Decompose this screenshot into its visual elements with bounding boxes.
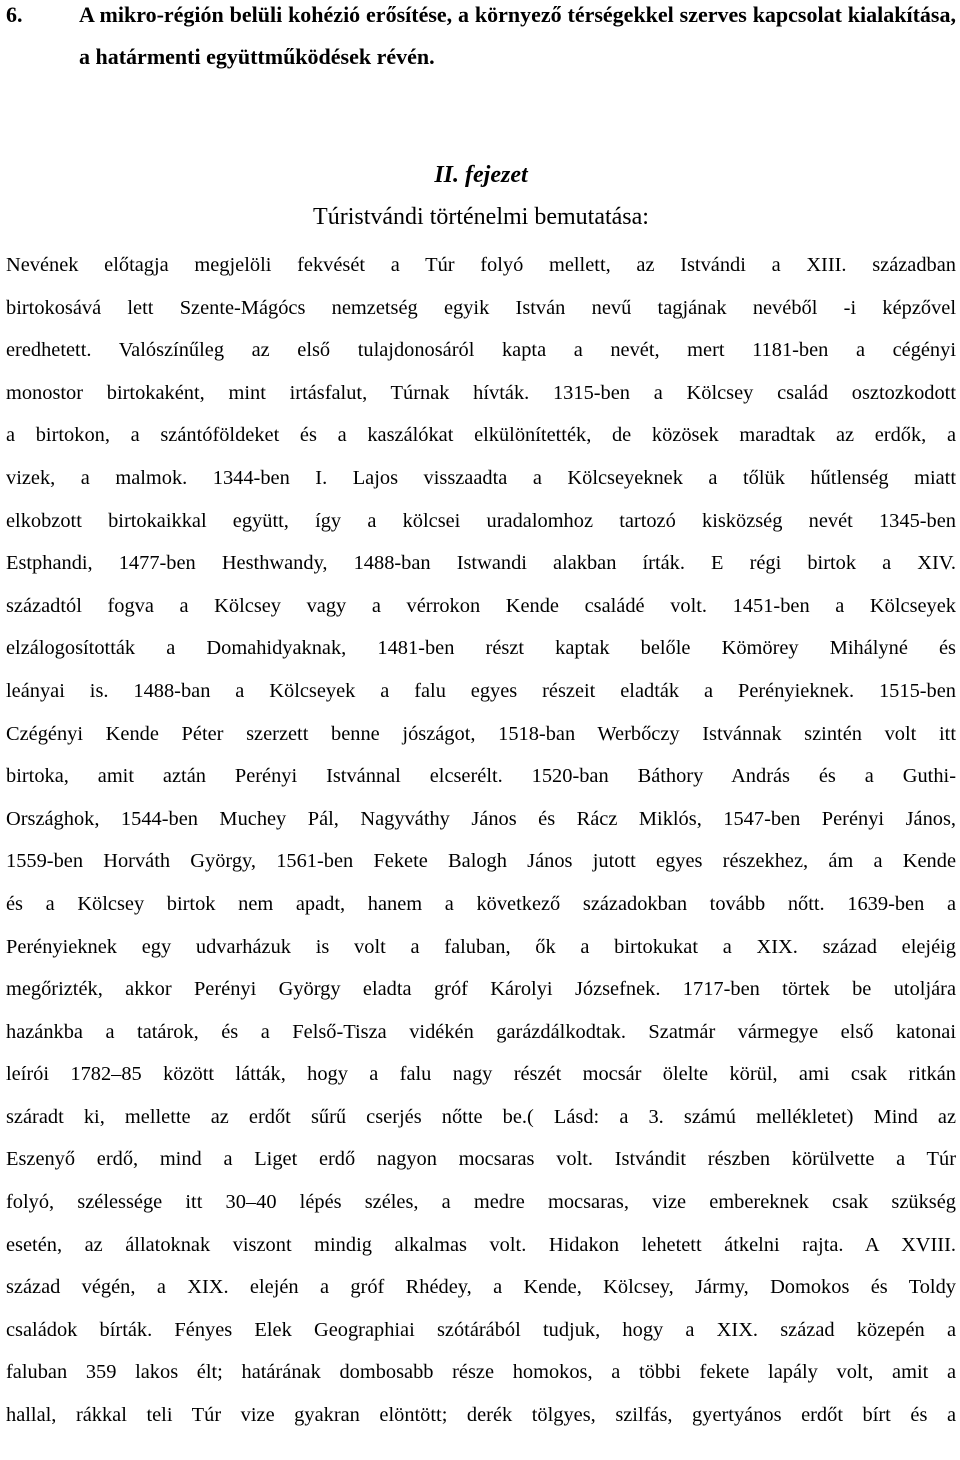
paragraph-line: század végén, a XIX. elején a gróf Rhédey, a Kende, Kölcsey, Jármy, Domokos és Toldy	[6, 1276, 956, 1299]
paragraph-line: megőrizték, akkor Perényi György eladta gróf Károlyi Józsefnek. 1717-ben törtek be utoljára	[6, 978, 956, 1001]
paragraph-line: esetén, az állatoknak viszont mindig alkalmas volt. Hidakon lehetett átkelni rajta. A XVIII.	[6, 1233, 956, 1256]
paragraph-line: 1559-ben Horváth György, 1561-ben Fekete Balogh János jutott egyes részekhez, ám a Kende	[6, 850, 956, 873]
section-number: 6.	[6, 2, 23, 27]
paragraph-line: elkobzott birtokaikkal együtt, így a kölcsei uradalomhoz tartozó kisközség nevét 1345-ben	[6, 509, 956, 532]
paragraph-line: leányai is. 1488-ban a Kölcseyek a falu egyes részeit eladták a Perényieknek. 1515-ben	[6, 679, 956, 702]
paragraph-line: száradt ki, mellette az erdőt sűrű cserjés nőtte be.( Lásd: a 3. számú mellékletet) Mind az	[6, 1105, 956, 1128]
section-heading-text: A mikro-régión belüli kohézió erősítése, a környező térségekkel szerves kapcsolat kialakítása, a határmenti együttműködések révén.	[79, 2, 956, 69]
paragraph-line: családok bírták. Fényes Elek Geographiai szótárából tudjuk, hogy a XIX. század közepén a	[6, 1318, 956, 1341]
paragraph-line: eredhetett. Valószínűleg az első tulajdonosáról kapta a nevét, mert 1181-ben a cégényi	[6, 339, 956, 362]
paragraph-line: hallal, rákkal teli Túr vize gyakran elöntött; derék tölgyes, szilfás, gyertyános erdőt bírt és a	[6, 1404, 956, 1427]
paragraph-line: monostor birtokaként, mint irtásfalut, Túrnak hívták. 1315-ben a Kölcsey család osztozkodott	[6, 381, 956, 404]
document-page	[6, 0, 956, 1437]
paragraph-line: Eszenyő erdő, mind a Liget erdő nagyon mocsaras volt. Istvándit részben körülvette a Túr	[6, 1148, 956, 1171]
paragraph-line: Nevének előtagja megjelöli fekvését a Túr folyó mellett, az Istvándi a XIII. században	[6, 254, 956, 276]
section-heading	[6, 0, 956, 78]
paragraph-line: Országhok, 1544-ben Muchey Pál, Nagyváthy János és Rácz Miklós, 1547-ben Perényi János,	[6, 807, 956, 830]
paragraph-line: birtokosává lett Szente-Mágócs nemzetség egyik István nevű tagjának nevéből -i képzővel	[6, 296, 956, 319]
paragraph-line: faluban 359 lakos élt; határának dombosabb része homokos, a többi fekete lapály volt, amit a	[6, 1361, 956, 1384]
body-paragraph	[6, 244, 956, 1437]
paragraph-line: századtól fogva a Kölcsey vagy a vérrokon Kende családé volt. 1451-ben a Kölcseyek	[6, 594, 956, 617]
chapter-title: Túristvándi történelmi bemutatása:	[313, 204, 649, 230]
paragraph-line: a birtokon, a szántóföldeket és a kaszálókat elkülönítették, de közösek maradtak az erdők, a	[6, 424, 956, 447]
paragraph-line: folyó, szélessége itt 30–40 lépés széles, a medre mocsaras, vize embereknek csak szükség	[6, 1191, 956, 1214]
chapter-label: II. fejezet	[434, 162, 528, 188]
paragraph-line: Estphandi, 1477-ben Hesthwandy, 1488-ban Istwandi alakban írták. E régi birtok a XIV.	[6, 552, 956, 575]
paragraph-line: és a Kölcsey birtok nem apadt, hanem a következő századokban tovább nőtt. 1639-ben a	[6, 892, 956, 915]
paragraph-line: leírói 1782–85 között látták, hogy a falu nagy részét mocsár ölelte körül, ami csak ritkán	[6, 1063, 956, 1086]
paragraph-line: elzálogosították a Domahidyaknak, 1481-ben részt kaptak belőle Kömörey Mihályné és	[6, 637, 956, 660]
paragraph-line: hazánkba a tatárok, és a Felső-Tisza vidékén garázdálkodtak. Szatmár vármegye első katonai	[6, 1020, 956, 1043]
paragraph-line: Perényieknek egy udvarházuk is volt a faluban, ők a birtokukat a XIX. század elejéig	[6, 935, 956, 958]
chapter-header	[6, 154, 956, 238]
paragraph-line: vizek, a malmok. 1344-ben I. Lajos visszaadta a Kölcseyeknek a tőlük hűtlenség miatt	[6, 466, 956, 489]
paragraph-line: Czégényi Kende Péter szerzett benne jószágot, 1518-ban Werbőczy Istvánnak szintén volt itt	[6, 722, 956, 745]
paragraph-line: birtoka, amit aztán Perényi Istvánnal elcserélt. 1520-ban Báthory András és a Guthi-	[6, 765, 956, 788]
